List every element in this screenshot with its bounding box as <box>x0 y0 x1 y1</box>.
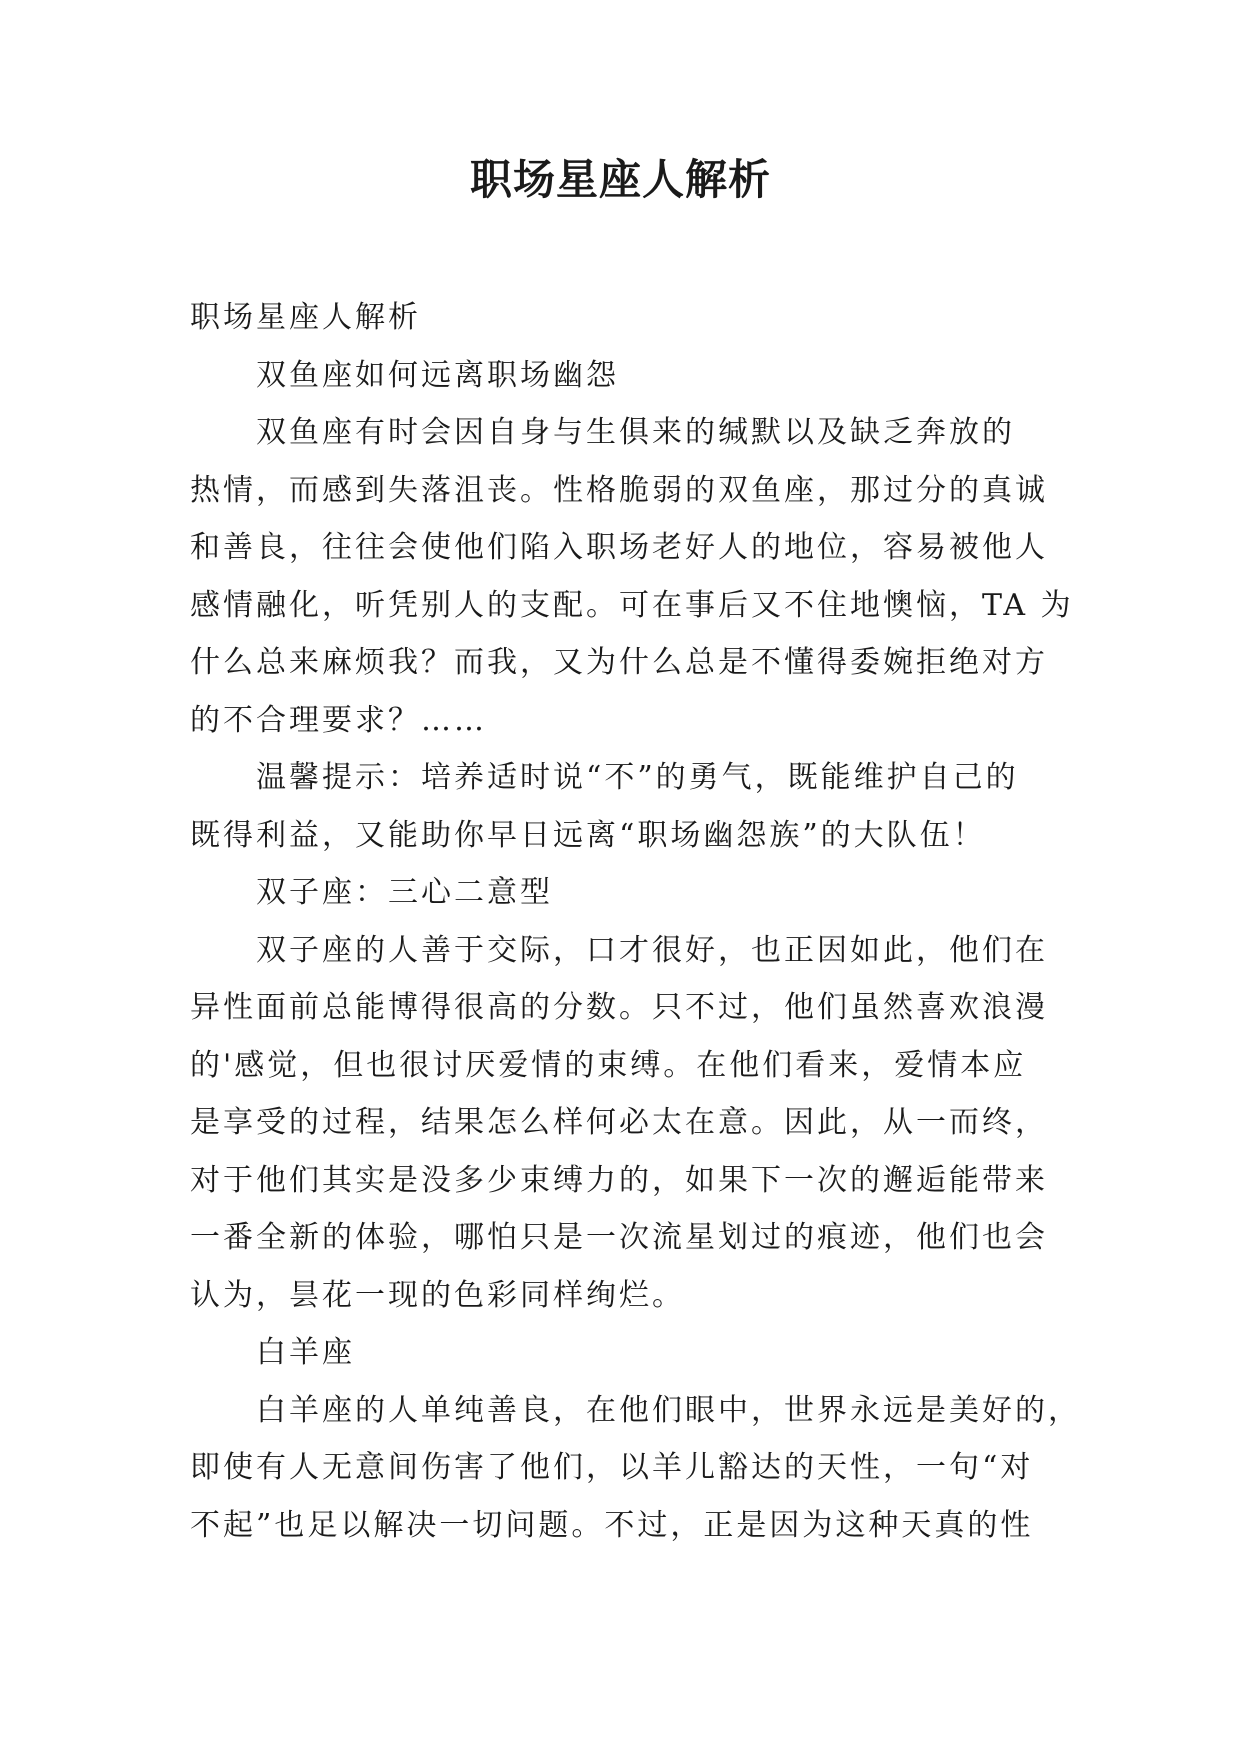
document-title: 职场星座人解析 <box>469 155 771 204</box>
text-line: 对于他们其实是没多少束缚力的，如果下一次的邂逅能带来 <box>190 1162 1048 1198</box>
text-line: 温馨提示：培养适时说“不”的勇气，既能维护自己的 <box>256 760 1019 795</box>
text-line: 职场星座人解析 <box>190 300 421 335</box>
document-body <box>190 289 1081 1554</box>
text-line: 既得利益，又能助你早日远离“职场幽怨族”的大队伍！ <box>190 817 986 853</box>
text-line: 的'感觉，但也很讨厌爱情的束缚。在他们看来，爱情本应 <box>190 1047 1027 1083</box>
text-line: 什么总来麻烦我？而我，又为什么总是不懂得委婉拒绝对方 <box>190 645 1048 680</box>
text-line: 即使有人无意间伤害了他们，以羊儿豁达的天性，一句“对 <box>190 1450 1034 1485</box>
text-line: 是享受的过程，结果怎么样何必太在意。因此，从一而终， <box>190 1105 1048 1140</box>
text-line: 双子座：三心二意型 <box>256 875 553 910</box>
text-line: 白羊座的人单纯善良，在他们眼中，世界永远是美好的， <box>256 1392 1081 1428</box>
text-line: 热情，而感到失落沮丧。性格脆弱的双鱼座，那过分的真诚 <box>190 472 1048 508</box>
text-line: 的不合理要求？…… <box>190 702 487 738</box>
text-line: 双鱼座如何远离职场幽怨 <box>256 357 619 393</box>
text-line: 双鱼座有时会因自身与生俱来的缄默以及缺乏奔放的 <box>256 415 1015 450</box>
text-line: 白羊座 <box>256 1335 355 1370</box>
text-line: 不起”也足以解决一切问题。不过，正是因为这种天真的性 <box>190 1507 1034 1543</box>
text-line: 感情融化，听凭别人的支配。可在事后又不住地懊恼，TA 为 <box>190 587 1074 623</box>
text-line: 双子座的人善于交际，口才很好，也正因如此，他们在 <box>256 932 1048 968</box>
text-line: 一番全新的体验，哪怕只是一次流星划过的痕迹，他们也会 <box>190 1220 1048 1255</box>
text-line: 异性面前总能博得很高的分数。只不过，他们虽然喜欢浪漫 <box>190 990 1048 1025</box>
text-line: 认为，昙花一现的色彩同样绚烂。 <box>190 1277 685 1313</box>
text-line: 和善良，往往会使他们陷入职场老好人的地位，容易被他人 <box>190 530 1048 565</box>
